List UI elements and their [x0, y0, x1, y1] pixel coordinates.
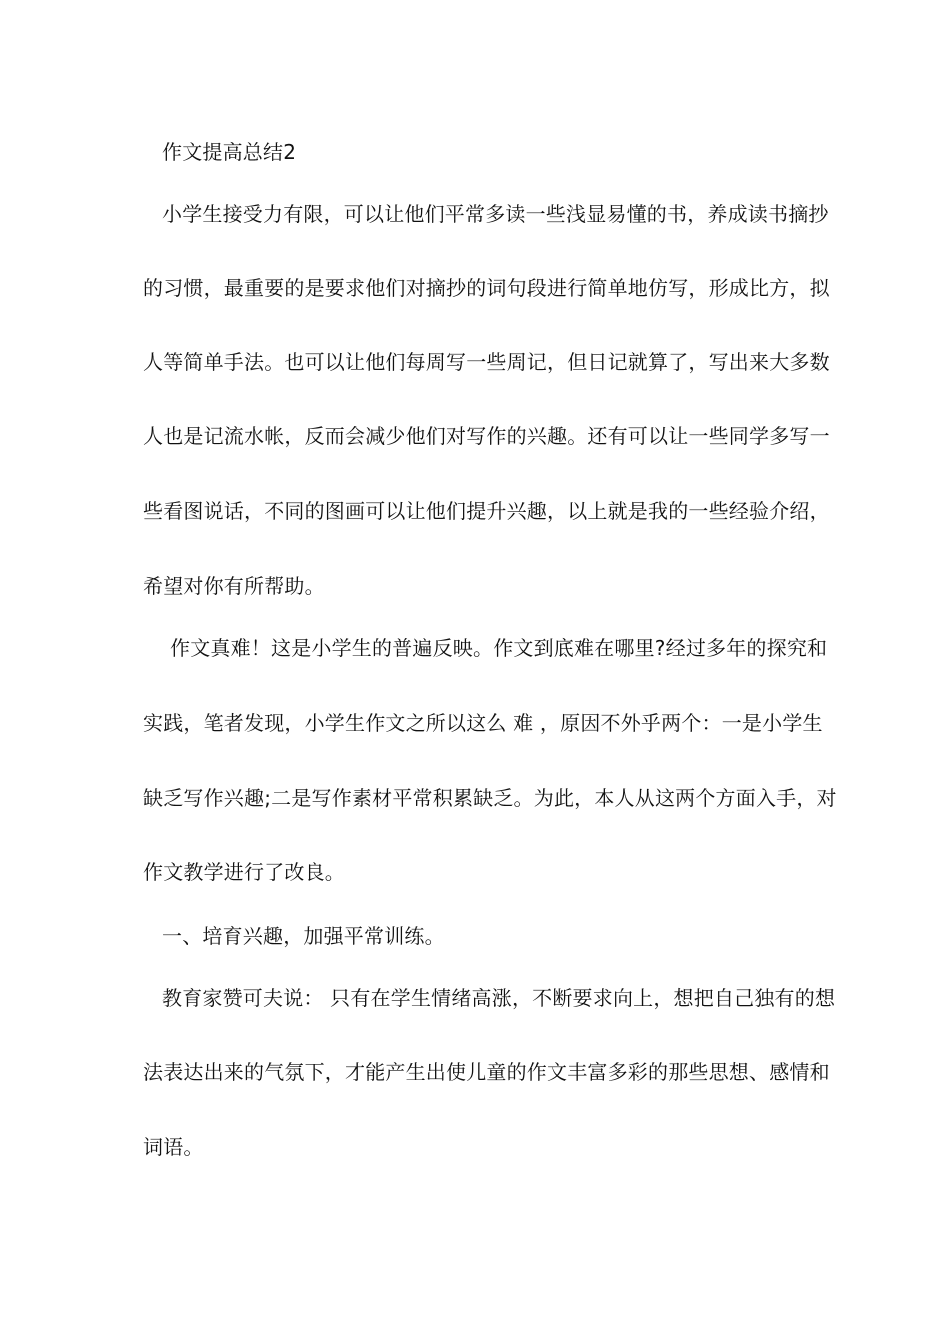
paragraph-line: 教育家赞可夫说： 只有在学生情绪高涨，不断要求向上，想把自己独有的想 — [162, 986, 836, 1010]
paragraph-line: 作文真难！这是小学生的普遍反映。作文到底难在哪里?经过多年的探究和 — [170, 636, 828, 660]
paragraph-line: 词语。 — [143, 1135, 204, 1159]
paragraph-line: 人等简单手法。也可以让他们每周写一些周记，但日记就算了，写出来大多数 — [143, 350, 830, 374]
paragraph-line: 小学生接受力有限，可以让他们平常多读一些浅显易懂的书，养成读书摘抄 — [162, 202, 829, 226]
paragraph-line: 的习惯，最重要的是要求他们对摘抄的词句段进行简单地仿写，形成比方，拟 — [143, 276, 830, 300]
paragraph-line: 缺乏写作兴趣;二是写作素材平常积累缺乏。为此，本人从这两个方面入手，对 — [143, 786, 837, 810]
paragraph-line: 实践，笔者发现，小学生作文之所以这么 难 ，原因不外乎两个：一是小学生 — [143, 711, 823, 735]
document-title: 作文提高总结2 — [162, 140, 297, 164]
section-heading: 一、培育兴趣，加强平常训练。 — [162, 924, 445, 948]
paragraph-line: 些看图说话，不同的图画可以让他们提升兴趣，以上就是我的一些经验介绍， — [143, 499, 830, 523]
paragraph-line: 希望对你有所帮助。 — [143, 574, 325, 598]
paragraph-line: 法表达出来的气氛下，才能产生出使儿童的作文丰富多彩的那些思想、感情和 — [143, 1060, 830, 1084]
paragraph-line: 人也是记流水帐，反而会减少他们对写作的兴趣。还有可以让一些同学多写一 — [143, 424, 830, 448]
paragraph-line: 作文教学进行了改良。 — [143, 860, 345, 884]
